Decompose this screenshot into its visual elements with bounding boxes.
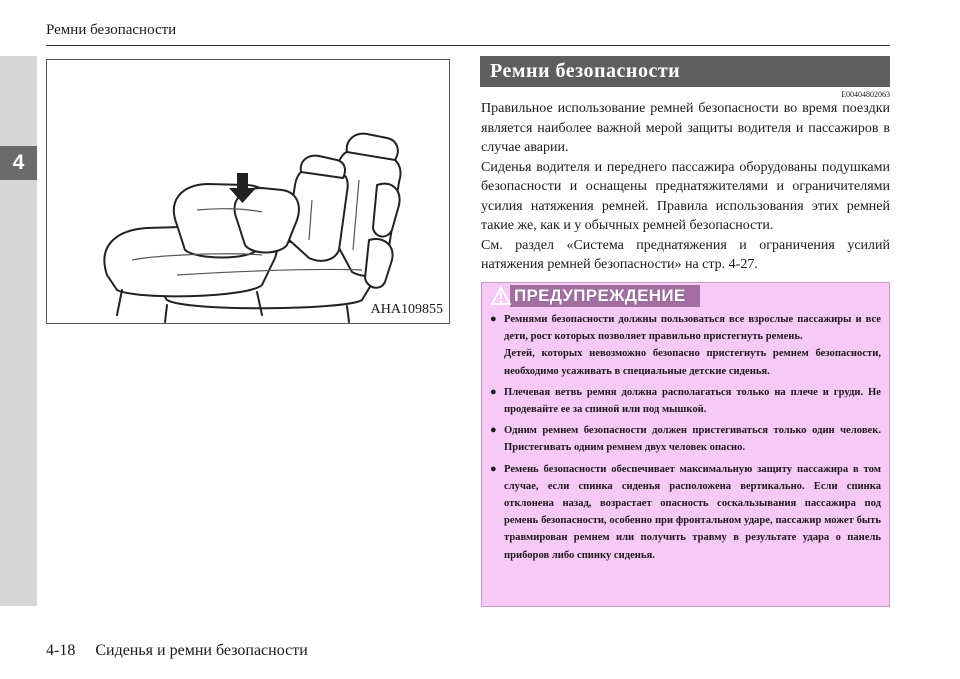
warning-text: Плечевая ветвь ремня должна располагаться только на плече и груди. Не продевайте ее за спиной или под мышкой. — [504, 386, 881, 416]
header-divider — [46, 45, 890, 46]
rear-bolster — [373, 184, 400, 237]
warning-item — [490, 384, 881, 418]
running-header: Ремни безопасности — [46, 22, 177, 38]
bullet-icon: ● — [490, 313, 497, 325]
warning-box — [481, 282, 890, 607]
page-footer — [46, 642, 308, 660]
page-number: 4-18 — [46, 642, 76, 659]
warning-text: Детей, которых невозможно безопасно пристегнуть ремнем безопасности, необходимо усаживать в специальные детские сиденья. — [504, 348, 881, 377]
section-code: E00404802063 — [841, 90, 890, 99]
bullet-icon: ● — [490, 385, 497, 398]
warning-item — [490, 311, 881, 380]
section-title-bar: Ремни безопасности — [480, 56, 890, 87]
footer-chapter-title: Сиденья и ремни безопасности — [95, 642, 308, 659]
bullet-icon: ● — [490, 424, 497, 437]
seats-drawing — [47, 60, 451, 325]
figure-caption: AHA109855 — [370, 302, 443, 317]
body-paragraph: Правильное использование ремней безопасности во время поездки является наиболее важной мерой защиты водителя и пассажиров в случае аварии. — [481, 101, 890, 155]
body-paragraph: Сиденья водителя и переднего пассажира оборудованы подушками безопасности и оснащены преднатяжителями и ограничителями усилия натяжения ремней. Правила использования этих ремней такие же, как и у обычных ремней безопасности. — [481, 159, 890, 233]
chapter-number-badge: 4 — [0, 146, 37, 180]
warning-text: Ремнями безопасности должны пользоваться все взрослые пассажиры и все дети, рост которых позволяет правильно пристегнуть ремень. — [504, 314, 881, 343]
warning-list — [482, 311, 889, 564]
warning-text: Одним ремнем безопасности должен пристегиваться только один человек. Пристегивать одним ремнем двух человек опасно. — [504, 425, 881, 454]
bullet-icon: ● — [490, 462, 497, 475]
rear-bolster-2 — [365, 239, 393, 288]
chapter-side-tab — [0, 56, 37, 606]
seats-illustration — [46, 59, 450, 324]
warning-triangle-icon — [491, 287, 511, 305]
body-paragraph: См. раздел «Система преднатяжения и ограничения усилий натяжения ремней безопасности» на стр. 4-27. — [481, 237, 890, 272]
body-text — [481, 99, 890, 275]
warning-item — [490, 461, 881, 564]
warning-header — [482, 283, 889, 311]
warning-title: ПРЕДУПРЕЖДЕНИЕ — [514, 286, 686, 305]
warning-item — [490, 422, 881, 456]
warning-text: Ремень безопасности обеспечивает максимальную защиту пассажира в том случае, если спинка сиденья расположена вертикально. Если спинка отклонена назад, возрастает опасность соскальзывания пассажира под ремень безопасности, особенно при фронтальном ударе, пассажир может быть травмирован ремнем или получить травму в результате удара о панель приборов либо спинку сиденья. — [504, 463, 881, 561]
